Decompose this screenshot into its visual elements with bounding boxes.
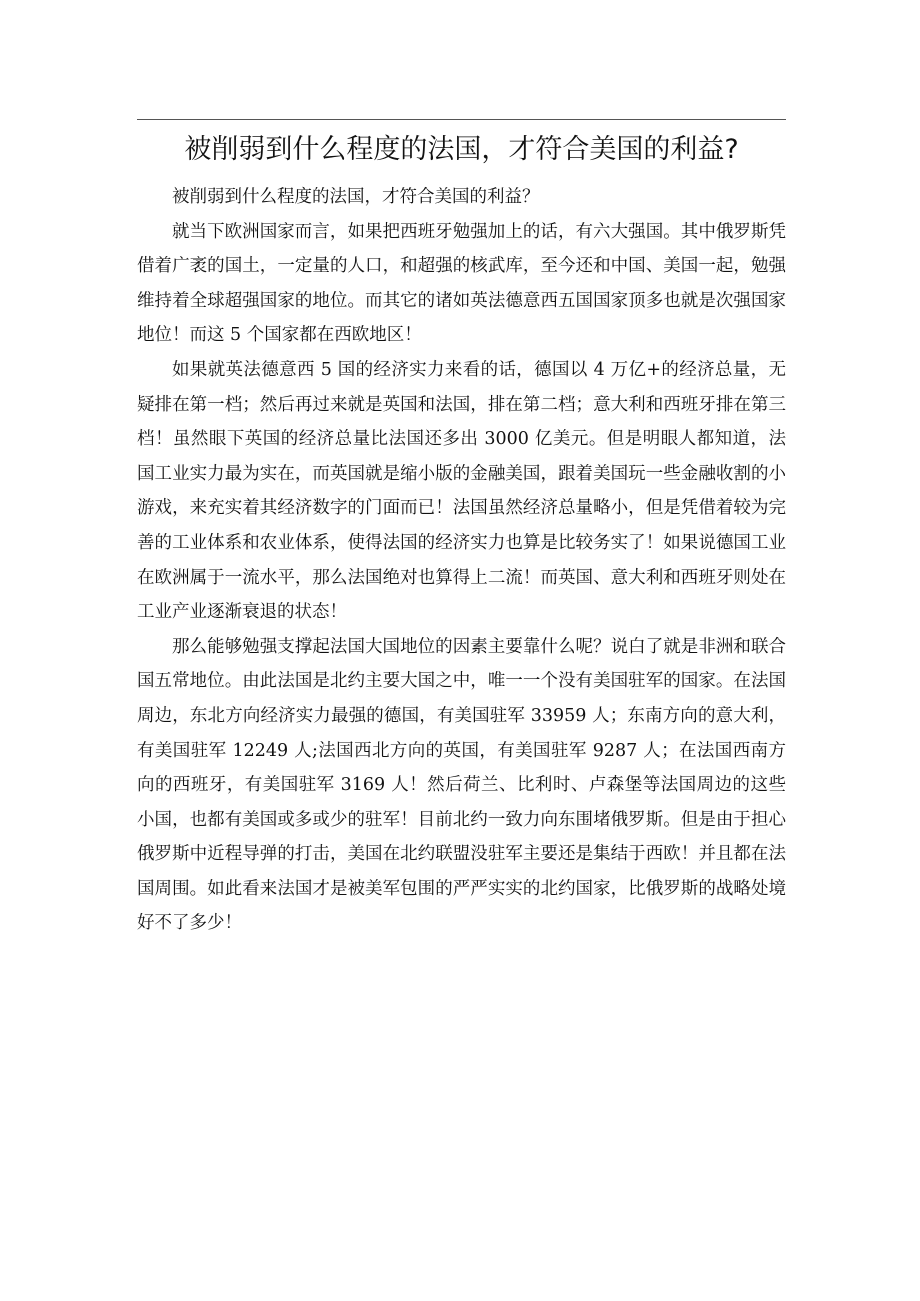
paragraph-2: 如果就英法德意西 5 国的经济实力来看的话，德国以 4 万亿+的经济总量，无疑排在第一档；然后再过来就是英国和法国，排在第二档；意大利和西班牙排在第三档！虽然眼下英国的经济总量比法国还多出 3000 亿美元。但是明眼人都知道，法国工业实力最为实在，而英国就是缩小版的金融美国，跟着美国玩一些金融收割的小游戏，来充实着其经济数字的门面而已！法国虽然经济总量略小，但是凭借着较为完善的工业体系和农业体系，使得法国的经济实力也算是比较务实了！如果说德国工业在欧洲属于一流水平，那么法国绝对也算得上二流！而英国、意大利和西班牙则处在工业产业逐渐衰退的状态！ [137,359,786,623]
header-rule [137,119,786,120]
paragraph-1: 就当下欧洲国家而言，如果把西班牙勉强加上的话，有六大强国。其中俄罗斯凭借着广袤的国土，一定量的人口，和超强的核武库，至今还和中国、美国一起，勉强维持着全球超强国家的地位。而其它的诸如英法德意西五国国家顶多也就是次强国家地位！而这 5 个国家都在西欧地区！ [137,221,786,346]
paragraph-3: 那么能够勉强支撑起法国大国地位的因素主要靠什么呢？说白了就是非洲和联合国五常地位。由此法国是北约主要大国之中，唯一一个没有美国驻军的国家。在法国周边，东北方向经济实力最强的德国，有美国驻军 33959 人；东南方向的意大利，有美国驻军 12249 人;法国西北方向的英国，有美国驻军 9287 人；在法国西南方向的西班牙，有美国驻军 3169 人！然后荷兰、比利时、卢森堡等法国周边的这些小国，也都有美国或多或少的驻军！目前北约一致力向东围堵俄罗斯。但是由于担心俄罗斯中近程导弹的打击，美国在北约联盟没驻军主要还是集结于西欧！并且都在法国周围。如此看来法国才是被美军包围的严严实实的北约国家，比俄罗斯的战略处境好不了多少！ [137,636,786,934]
document-body [137,180,786,941]
document-title: 被削弱到什么程度的法国，才符合美国的利益? [184,134,739,165]
paragraph-subtitle: 被削弱到什么程度的法国，才符合美国的利益？ [172,187,540,207]
